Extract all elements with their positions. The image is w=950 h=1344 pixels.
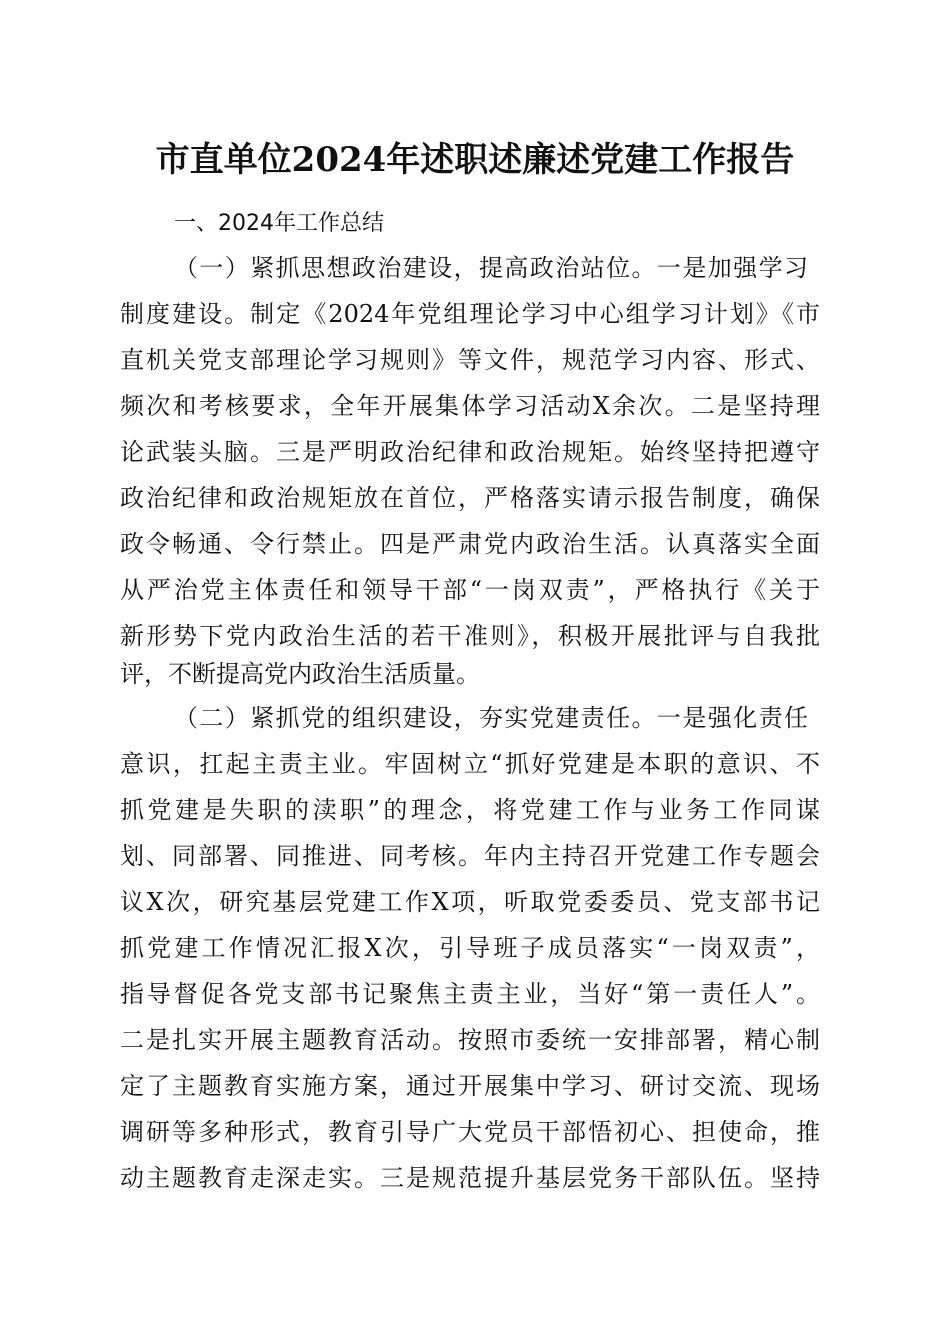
paragraph-2-line: 抓党建工作情况汇报X次，引导班子成员落实“一岗双责”， (120, 934, 820, 962)
paragraph-1-line: 政令畅通、令行禁止。四是严肃党内政治生活。认真落实全面 (120, 530, 820, 558)
paragraph-1-line: 从严治党主体责任和领导干部“一岗双责”，严格执行《关于 (120, 576, 820, 604)
paragraph-1-line: 频次和考核要求，全年开展集体学习活动X余次。二是坚持理 (120, 392, 820, 420)
section-heading: 一、2024年工作总结 (174, 211, 384, 236)
paragraph-1-line: （一）紧抓思想政治建设，提高政治站位。一是加强学习 (174, 254, 808, 282)
paragraph-2-line: 抓党建是失职的渎职”的理念，将党建工作与业务工作同谋 (120, 796, 820, 824)
paragraph-1-line: 政治纪律和政治规矩放在首位，严格落实请示报告制度，确保 (120, 484, 820, 512)
paragraph-2-line: 动主题教育走深走实。三是规范提升基层党务干部队伍。坚持 (120, 1164, 820, 1192)
paragraph-1-line: 新形势下党内政治生活的若干准则》，积极开展批评与自我批 (120, 622, 820, 650)
paragraph-2-line: （二）紧抓党的组织建设，夯实党建责任。一是强化责任 (174, 704, 808, 732)
paragraph-1-line: 直机关党支部理论学习规则》等文件，规范学习内容、形式、 (120, 346, 820, 374)
paragraph-1-line: 论武装头脑。三是严明政治纪律和政治规矩。始终坚持把遵守 (120, 438, 820, 466)
paragraph-2-line: 二是扎实开展主题教育活动。按照市委统一安排部署，精心制 (120, 1026, 820, 1054)
paragraph-2-line: 指导督促各党支部书记聚焦主责主业，当好“第一责任人”。 (120, 980, 820, 1008)
paragraph-2-line: 划、同部署、同推进、同考核。年内主持召开党建工作专题会 (120, 842, 820, 870)
paragraph-1-line: 评，不断提高党内政治生活质量。 (120, 660, 480, 688)
paragraph-1-line: 制度建设。制定《2024年党组理论学习中心组学习计划》《市 (120, 300, 820, 328)
paragraph-2-line: 议X次，研究基层党建工作X项，听取党委委员、党支部书记 (120, 888, 820, 916)
paragraph-2-line: 意识，扛起主责主业。牢固树立“抓好党建是本职的意识、不 (120, 750, 820, 778)
document-title: 市直单位2024年述职述廉述党建工作报告 (155, 140, 795, 180)
paragraph-2-line: 调研等多种形式，教育引导广大党员干部悟初心、担使命，推 (120, 1118, 820, 1146)
paragraph-2-line: 定了主题教育实施方案，通过开展集中学习、研讨交流、现场 (120, 1072, 820, 1100)
